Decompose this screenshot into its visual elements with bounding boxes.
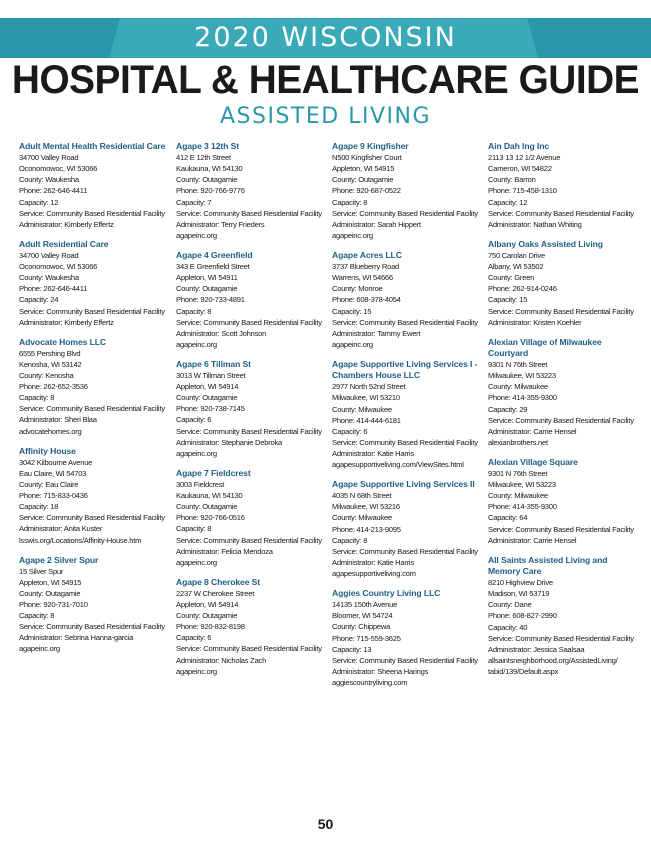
facility-detail: Phone: 262-652-3536 <box>19 382 88 392</box>
facility-detail: County: Outagamie <box>176 502 238 512</box>
facility-detail: Service: Community Based Residential Facility <box>176 426 322 436</box>
facility-entry <box>19 337 167 437</box>
facility-detail: Service: Community Based Residential Facility <box>332 546 478 556</box>
facility-detail: Administrator: Kimberly Effertz <box>19 317 114 327</box>
facility-detail: Appleton, WI 54915 <box>19 577 82 587</box>
column-2 <box>176 141 324 686</box>
facility-detail: Eau Claire, WI 54703 <box>19 468 87 478</box>
facility-detail: 34700 Valley Road <box>19 251 79 261</box>
facility-name: Agape Supportive Living Services II <box>332 479 475 490</box>
facility-detail: Appleton, WI 54915 <box>332 164 395 174</box>
page-number: 50 <box>317 816 334 832</box>
facility-detail: Administrator: Jessica Saalsaa <box>488 644 585 654</box>
facility-detail: Administrator: Scott Johnson <box>176 328 267 338</box>
facility-name: Agape Supportive Living Services I - Chambers House LLC <box>332 358 478 381</box>
facility-detail: Service: Community Based Residential Facility <box>488 208 634 218</box>
facility-detail: 34700 Valley Road <box>19 153 79 163</box>
facility-detail: Capacity: 12 <box>19 197 59 207</box>
facility-detail: Service: Community Based Residential Facility <box>488 415 634 425</box>
facility-detail: Administrator: Nathan Whiting <box>488 219 582 229</box>
facility-detail: County: Waukesha <box>19 273 79 283</box>
facility-detail: 3003 Fieldcrest <box>176 480 225 490</box>
facility-name: Alexian Village Square <box>488 456 578 467</box>
facility-detail: County: Eau Claire <box>19 480 79 490</box>
facility-detail: agapeinc.org <box>176 339 217 349</box>
facility-entry <box>176 577 324 677</box>
facility-detail: 9301 N 76th Street <box>488 469 548 479</box>
facility-detail: Milwaukee, WI 53216 <box>332 502 400 512</box>
facility-entry <box>176 468 324 568</box>
facility-detail: County: Dane <box>488 600 532 610</box>
facility-detail: Phone: 414-355-9300 <box>488 502 557 512</box>
facility-detail: Service: Community Based Residential Facility <box>19 513 165 523</box>
facility-entry <box>332 479 480 579</box>
facility-detail: Service: Community Based Residential Facility <box>488 306 634 316</box>
facility-detail: aggiescountryliving.com <box>332 677 408 687</box>
facility-name: All Saints Assisted Living and Memory Care <box>488 554 608 576</box>
facility-detail: advocatehomes.org <box>19 426 82 436</box>
facility-detail: Phone: 920-766-0516 <box>176 513 245 523</box>
facility-detail: Service: Community Based Residential Facility <box>332 655 478 665</box>
facility-detail: agapeinc.org <box>19 644 60 654</box>
facility-detail: Service: Community Based Residential Facility <box>176 644 322 654</box>
facility-detail: Madison, WI 53719 <box>488 589 550 599</box>
facility-entry <box>332 359 480 470</box>
facility-detail: Capacity: 24 <box>19 295 59 305</box>
facility-detail: Capacity: 8 <box>19 611 55 621</box>
facility-detail: Service: Community Based Residential Facility <box>19 306 165 316</box>
facility-detail: Kaukauna, WI 54130 <box>176 491 243 501</box>
facility-detail: 2237 W Cherokee Street <box>176 589 255 599</box>
facility-detail: 3042 Kilbourne Avenue <box>19 457 93 467</box>
facility-detail: Administrator: Sarah Hippert <box>332 219 421 229</box>
facility-detail: Phone: 920-687-0522 <box>332 186 401 196</box>
section-title: ASSISTED LIVING <box>220 104 431 129</box>
facility-name: Affinity House <box>19 445 76 456</box>
facility-entry <box>332 141 480 241</box>
facility-detail: Phone: 414-444-6181 <box>332 415 401 425</box>
facility-entry <box>488 457 636 546</box>
facility-detail: Service: Community Based Residential Facility <box>19 622 165 632</box>
listing-columns <box>19 141 639 801</box>
facility-detail: Administrator: Kristen Koehler <box>488 317 582 327</box>
facility-detail: Administrator: Sebrina Hanna-garcia <box>19 633 134 643</box>
facility-name: Agape 4 Greenfield <box>176 249 253 260</box>
facility-detail: Kenosha, WI 53142 <box>19 360 82 370</box>
facility-name: Albany Oaks Assisted Living <box>488 238 603 249</box>
facility-detail: 412 E 12th Street <box>176 153 231 163</box>
facility-name: Agape 9 Kingfisher <box>332 141 409 151</box>
facility-name: Agape 2 Silver Spur <box>19 554 99 565</box>
facility-entry <box>19 239 167 328</box>
facility-detail: 3013 W Tillman Street <box>176 371 246 381</box>
facility-detail: Phone: 608-827-2990 <box>488 611 557 621</box>
column-1 <box>19 141 167 664</box>
facility-detail: agapeinc.org <box>176 230 217 240</box>
facility-detail: County: Outagamie <box>19 589 81 599</box>
facility-detail: Administrator: Carrie Hensel <box>488 426 577 436</box>
facility-entry <box>19 555 167 655</box>
facility-detail: County: Milwaukee <box>488 491 548 501</box>
facility-name: Adult Mental Health Residential Care <box>19 141 166 151</box>
facility-detail: Service: Community Based Residential Facility <box>332 317 478 327</box>
facility-detail: County: Outagamie <box>176 611 238 621</box>
facility-detail: County: Monroe <box>332 284 383 294</box>
facility-detail: Capacity: 18 <box>19 502 59 512</box>
facility-detail: Capacity: 8 <box>332 535 368 545</box>
facility-detail: County: Chippewa <box>332 622 391 632</box>
facility-detail: County: Milwaukee <box>332 404 392 414</box>
facility-detail: Phone: 715-559-3625 <box>332 633 401 643</box>
facility-entry <box>176 141 324 241</box>
facility-detail: Oconomowoc, WI 53066 <box>19 164 98 174</box>
facility-detail: Administrator: Felicia Mendoza <box>176 546 273 556</box>
facility-detail: Administrator: Tammy Ewert <box>332 328 421 338</box>
facility-detail: Capacity: 8 <box>176 524 212 534</box>
facility-name: Alexian Village of Milwaukee Courtyard <box>488 336 602 358</box>
facility-detail: 4035 N 68th Street <box>332 491 392 501</box>
facility-entry <box>176 359 324 459</box>
facility-detail: tabid/139/Default.aspx <box>488 666 559 676</box>
facility-detail: 8210 Highview Drive <box>488 578 553 588</box>
facility-detail: County: Outagamie <box>176 175 238 185</box>
facility-detail: Administrator: Sheri Blaa <box>19 415 97 425</box>
facility-entry <box>19 141 167 230</box>
facility-detail: Administrator: Kimberly Effertz <box>19 219 114 229</box>
column-3 <box>332 141 480 697</box>
facility-detail: Phone: 414-213-9095 <box>332 524 401 534</box>
facility-detail: 343 E Greenfield Street <box>176 262 250 272</box>
facility-detail: agapesupportiveliving.com <box>332 568 416 578</box>
facility-name: Advocate Homes LLC <box>19 336 107 347</box>
facility-detail: 2977 North 52nd Street <box>332 382 406 392</box>
facility-detail: Capacity: 13 <box>332 644 372 654</box>
facility-detail: Service: Community Based Residential Facility <box>488 524 634 534</box>
facility-detail: Capacity: 7 <box>176 197 212 207</box>
facility-detail: Capacity: 12 <box>488 197 528 207</box>
facility-detail: Administrator: Katie Harris <box>332 448 414 458</box>
facility-detail: Capacity: 29 <box>488 404 528 414</box>
facility-entry <box>176 250 324 350</box>
facility-detail: agapeinc.org <box>332 230 373 240</box>
facility-detail: Phone: 414-355-9300 <box>488 393 557 403</box>
facility-detail: Administrator: Nicholas Zach <box>176 655 267 665</box>
facility-detail: Warrens, WI 54666 <box>332 273 393 283</box>
facility-detail: Phone: 920-832-8198 <box>176 622 245 632</box>
facility-name: Adult Residential Care <box>19 238 109 249</box>
facility-detail: Capacity: 6 <box>332 426 368 436</box>
facility-detail: Capacity: 15 <box>488 295 528 305</box>
facility-detail: Phone: 715-458-1310 <box>488 186 557 196</box>
facility-detail: Administrator: Stephanie Debroka <box>176 437 282 447</box>
facility-detail: Phone: 262-646-4411 <box>19 284 88 294</box>
facility-detail: Capacity: 15 <box>332 306 372 316</box>
facility-detail: agapeinc.org <box>176 448 217 458</box>
facility-detail: Capacity: 64 <box>488 513 528 523</box>
facility-name: Aggies Country Living LLC <box>332 588 441 599</box>
facility-detail: Service: Community Based Residential Facility <box>332 437 478 447</box>
banner-year-state: 2020 WISCONSIN <box>194 22 457 53</box>
facility-detail: Capacity: 8 <box>176 306 212 316</box>
facility-detail: agapeinc.org <box>176 557 217 567</box>
facility-detail: County: Barron <box>488 175 536 185</box>
facility-detail: agapesupportiveliving.com/ViewSites.html <box>332 459 464 469</box>
facility-detail: 750 Carolan Drive <box>488 251 545 261</box>
facility-name: Agape 8 Cherokee St <box>176 576 261 587</box>
title-banner <box>0 18 651 58</box>
facility-detail: Service: Community Based Residential Facility <box>19 404 165 414</box>
facility-detail: Phone: 920-733-4891 <box>176 295 245 305</box>
facility-detail: Administrator: Sheena Harings <box>332 666 429 676</box>
facility-detail: Service: Community Based Residential Facility <box>176 535 322 545</box>
facility-detail: lsswis.org/Locations/Affinity-House.htm <box>19 535 142 545</box>
facility-name: Agape 7 Fieldcrest <box>176 467 251 478</box>
facility-name: Agape Acres LLC <box>332 249 402 260</box>
facility-detail: Service: Community Based Residential Facility <box>19 208 165 218</box>
facility-detail: 15 Silver Spur <box>19 566 64 576</box>
facility-detail: 9301 N 76th Street <box>488 360 548 370</box>
facility-detail: Capacity: 6 <box>176 415 212 425</box>
facility-detail: County: Outagamie <box>176 393 238 403</box>
facility-detail: Oconomowoc, WI 53066 <box>19 262 98 272</box>
facility-detail: Service: Community Based Residential Facility <box>488 633 634 643</box>
column-4 <box>488 141 636 686</box>
facility-detail: Milwaukee, WI 53223 <box>488 371 556 381</box>
facility-detail: Appleton, WI 54914 <box>176 600 239 610</box>
facility-detail: Kaukauna, WI 54130 <box>176 164 243 174</box>
facility-detail: County: Kenosha <box>19 371 74 381</box>
facility-detail: Milwaukee, WI 53210 <box>332 393 400 403</box>
facility-name: Agape 6 Tillman St <box>176 358 251 369</box>
facility-entry <box>488 141 636 230</box>
facility-detail: Capacity: 8 <box>332 197 368 207</box>
facility-detail: agapeinc.org <box>176 666 217 676</box>
facility-detail: Administrator: Terry Frieders <box>176 219 265 229</box>
facility-detail: County: Milwaukee <box>488 382 548 392</box>
facility-name: Ain Dah Ing Inc <box>488 141 550 151</box>
facility-detail: Capacity: 40 <box>488 622 528 632</box>
facility-detail: Administrator: Anita Kuster <box>19 524 103 534</box>
facility-detail: Cameron, WI 54822 <box>488 164 552 174</box>
facility-detail: 3737 Blueberry Road <box>332 262 400 272</box>
facility-detail: County: Waukesha <box>19 175 79 185</box>
facility-detail: 6555 Pershing Blvd <box>19 348 81 358</box>
facility-detail: Phone: 920-766-9776 <box>176 186 245 196</box>
facility-detail: County: Outagamie <box>332 175 394 185</box>
facility-entry <box>332 250 480 350</box>
facility-detail: Appleton, WI 54911 <box>176 273 238 283</box>
facility-detail: Phone: 262-646-4411 <box>19 186 88 196</box>
facility-detail: Administrator: Carrie Hensel <box>488 535 577 545</box>
facility-detail: Phone: 920-738-7145 <box>176 404 245 414</box>
facility-entry <box>488 239 636 328</box>
facility-detail: Bloomer, WI 54724 <box>332 611 393 621</box>
facility-detail: Capacity: 8 <box>19 393 55 403</box>
guide-title: HOSPITAL & HEALTHCARE GUIDE <box>11 58 640 102</box>
facility-name: Agape 3 12th St <box>176 141 239 151</box>
facility-detail: Phone: 920-731-7010 <box>19 600 88 610</box>
facility-detail: N500 Kingfisher Court <box>332 153 402 163</box>
facility-entry <box>488 337 636 448</box>
facility-detail: 14135 150th Avenue <box>332 600 398 610</box>
facility-detail: Appleton, WI 54914 <box>176 382 239 392</box>
facility-detail: Albany, WI 53502 <box>488 262 544 272</box>
facility-detail: Service: Community Based Residential Facility <box>332 208 478 218</box>
facility-detail: Phone: 262-914-0246 <box>488 284 557 294</box>
facility-detail: Capacity: 6 <box>176 633 212 643</box>
facility-detail: Milwaukee, WI 53223 <box>488 480 556 490</box>
facility-detail: agapeinc.org <box>332 339 373 349</box>
facility-detail: 2113 13 12 1/2 Avenue <box>488 153 561 163</box>
facility-entry <box>488 555 636 677</box>
facility-detail: Administrator: Katie Harris <box>332 557 414 567</box>
facility-entry <box>332 588 480 688</box>
facility-detail: allsaintsneighborhood.org/AssistedLiving/ <box>488 655 618 665</box>
facility-entry <box>19 446 167 546</box>
facility-detail: County: Outagamie <box>176 284 238 294</box>
facility-detail: alexianbrothers.net <box>488 437 548 447</box>
facility-detail: Phone: 715-833-0436 <box>19 491 88 501</box>
facility-detail: Service: Community Based Residential Facility <box>176 317 322 327</box>
facility-detail: County: Green <box>488 273 535 283</box>
facility-detail: Phone: 608-378-4054 <box>332 295 401 305</box>
facility-detail: County: Milwaukee <box>332 513 392 523</box>
facility-detail: Service: Community Based Residential Facility <box>176 208 322 218</box>
